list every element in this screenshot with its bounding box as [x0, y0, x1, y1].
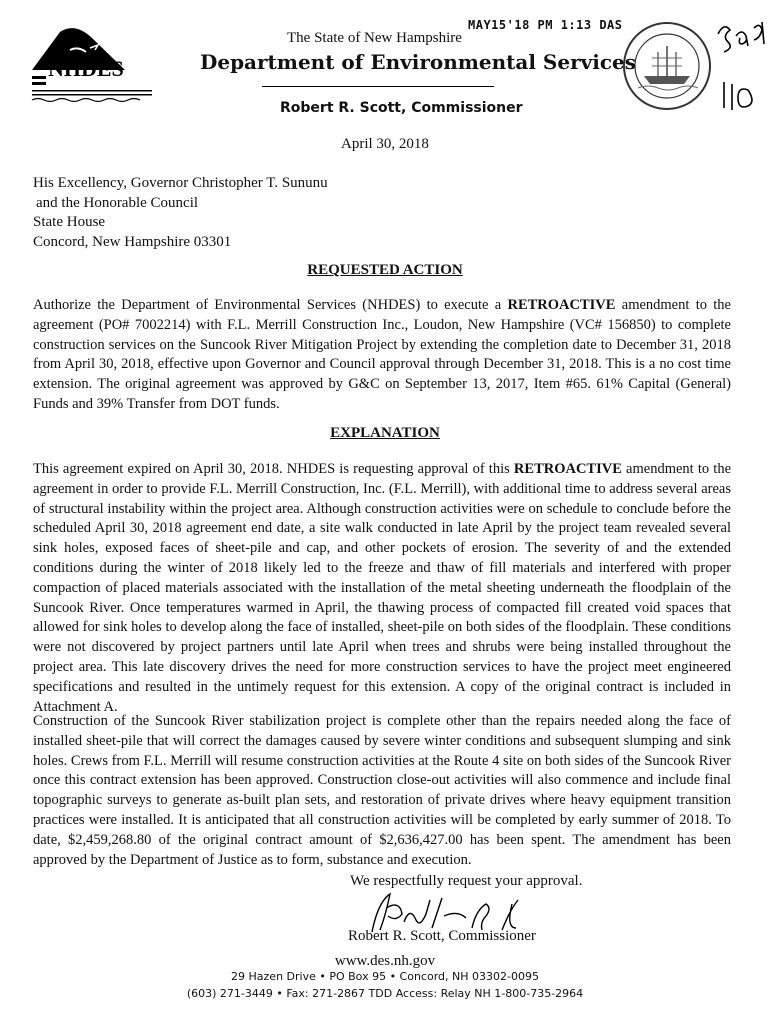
- address-line: State House: [33, 214, 106, 230]
- handwritten-note: [710, 10, 770, 122]
- explanation-heading: EXPLANATION: [330, 425, 440, 441]
- department-title: Department of Environmental Services: [200, 50, 637, 74]
- requested-action-paragraph: [33, 296, 731, 415]
- header-rule: [262, 86, 494, 87]
- requested-action-heading: REQUESTED ACTION: [307, 262, 463, 278]
- address-line: His Excellency, Governor Christopher T. Sununu: [33, 175, 328, 191]
- state-name: The State of New Hampshire: [287, 30, 462, 46]
- received-stamp: MAY15'18 PM 1:13 DAS: [468, 18, 623, 32]
- address-line: Concord, New Hampshire 03301: [33, 233, 232, 250]
- paragraph-text: This agreement expired on April 30, 2018. NHDES is requesting approval of this: [33, 461, 514, 477]
- explanation-paragraph-1: [33, 460, 731, 717]
- recipient-address: [33, 174, 328, 252]
- signer-name: Robert R. Scott, Commissioner: [348, 928, 536, 944]
- paragraph-text: amendment to the agreement in order to provide F.L. Merrill Construction, Inc. (F.L. Merrill), with additional time to address several areas of structural instability within the project area. Although construction activities were on schedule to conclude before the scheduled April 30, 2018 agreement end date, a site walk conducted in late April by the project team revealed several sink holes, exposed faces of sheet-pile and cap, and other pockets of erosion. The severity of and the extended conditions during the winter of 2018 likely led to the freeze and thaw of fill materials and interfered with proper compaction of placed materials associated with the installation of the metal sheeting underneath the floodplain of the Suncook River. Once temperatures warmed in April, the thawing process of compacted fill created void spaces that allowed for sink holes to develop along the face of installed, sheet-pile on both sides of the floodplain. These conditions were not discovered by project partners until late April when trees and shrubs were being installed throughout the project area. This late discovery drives the need for more construction services to have the project meet engineered specifications and resulted in the untimely request for this extension. A copy of the original contract is included in Attachment A.: [33, 461, 732, 715]
- address-line: and the Honorable Council: [36, 194, 199, 211]
- footer-phone: (603) 271-3449 • Fax: 271-2867 TDD Access: Relay NH 1-800-735-2964: [186, 987, 584, 1000]
- footer-website: www.des.nh.gov: [334, 953, 436, 969]
- logo-wordmark: NHDES: [48, 56, 124, 81]
- paragraph-text: amendment to the agreement (PO# 7002214) with F.L. Merrill Construction Inc., Loudon, New Hampshire (VC# 156850) to complete construction services on the Suncook River Mitigation Project by extending the completion date to December 31, 2018 from April 30, 2018, effective upon Governor and Council approval through December 31, 2018. This is a no cost time extension. The original agreement was approved by G&C on September 13, 2017, Item #65. 61% Capital (General) Funds and 39% Transfer from DOT funds.: [33, 297, 731, 412]
- state-seal-icon: [622, 10, 712, 122]
- paragraph-text: Authorize the Department of Environmental Services (NHDES) to execute a: [33, 297, 508, 313]
- footer-address: 29 Hazen Drive • PO Box 95 • Concord, NH 03302-0095: [231, 970, 539, 983]
- explanation-paragraph-2: Construction of the Suncook River stabilization project is complete other than the repairs needed along the face of installed sheet-pile that will correct the damages caused by severe winter conditions and subsequent slumping and sink holes. Crews from F.L. Merrill will resume construction activities at the Route 4 site on both sides of the Suncook River once this contract extension has been approved. Construction close-out activities will also commence and include final topographic surveys to generate as-built plan sets, and restoration of private drives where heavy equipment transition practices were installed. It is anticipated that all construction activities will be completed by early summer of 2018. To date, $2,459,268.80 of the original contract amount of $2,636,427.00 has been spent. The amendment has been approved by the Department of Justice as to form, substance and execution.: [33, 713, 731, 868]
- emphasis-text: RETROACTIVE: [513, 461, 622, 477]
- closing-line: We respectfully request your approval.: [350, 873, 583, 889]
- commissioner-name: Robert R. Scott, Commissioner: [280, 100, 523, 116]
- letter-date: April 30, 2018: [341, 136, 429, 152]
- emphasis-text: RETROACTIVE: [507, 297, 616, 313]
